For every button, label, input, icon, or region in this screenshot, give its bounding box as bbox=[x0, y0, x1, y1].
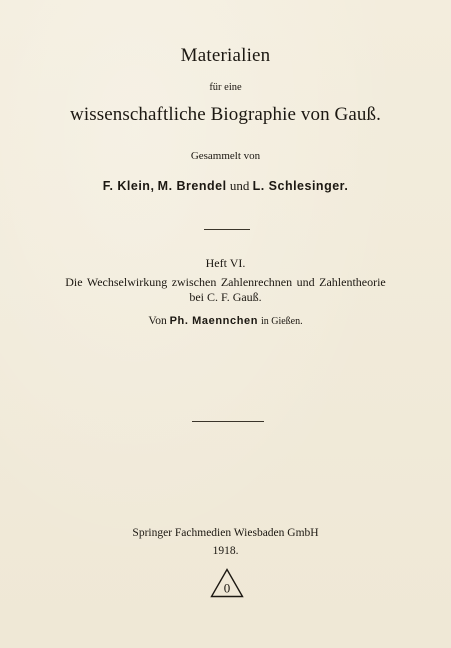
editors-and: und bbox=[229, 178, 250, 193]
author-by: Von bbox=[148, 315, 167, 327]
divider-bottom bbox=[192, 421, 264, 422]
issue-number: Heft VI. bbox=[205, 256, 246, 270]
editor-klein: F. Klein, bbox=[102, 179, 155, 193]
publisher: Springer Fachmedien Wiesbaden GmbH bbox=[132, 527, 319, 539]
collected-by-label: Gesammelt von bbox=[190, 150, 261, 162]
editor-brendel: M. Brendel bbox=[157, 179, 227, 193]
work-title-line-2: bei C. F. Gauß. bbox=[189, 290, 262, 304]
page-subtitle: wissenschaftliche Biographie von Gauß. bbox=[70, 104, 381, 125]
author-name: Ph. Maennchen bbox=[169, 315, 259, 327]
author-location: in Gießen. bbox=[260, 316, 303, 327]
springer-triangle-logo-icon bbox=[210, 568, 244, 598]
publication-year: 1918. bbox=[212, 545, 239, 557]
title-connector: für eine bbox=[209, 82, 242, 93]
editor-schlesinger: L. Schlesinger. bbox=[252, 179, 349, 193]
page-title: Materialien bbox=[180, 45, 271, 66]
editors-line bbox=[0, 178, 451, 194]
author-line bbox=[0, 315, 451, 327]
work-title-line-1: Die Wechselwirkung zwischen Zahlenrechnen und Zahlentheorie bbox=[65, 275, 386, 289]
logo-mark: 0 bbox=[223, 580, 231, 596]
divider-top bbox=[204, 229, 250, 230]
